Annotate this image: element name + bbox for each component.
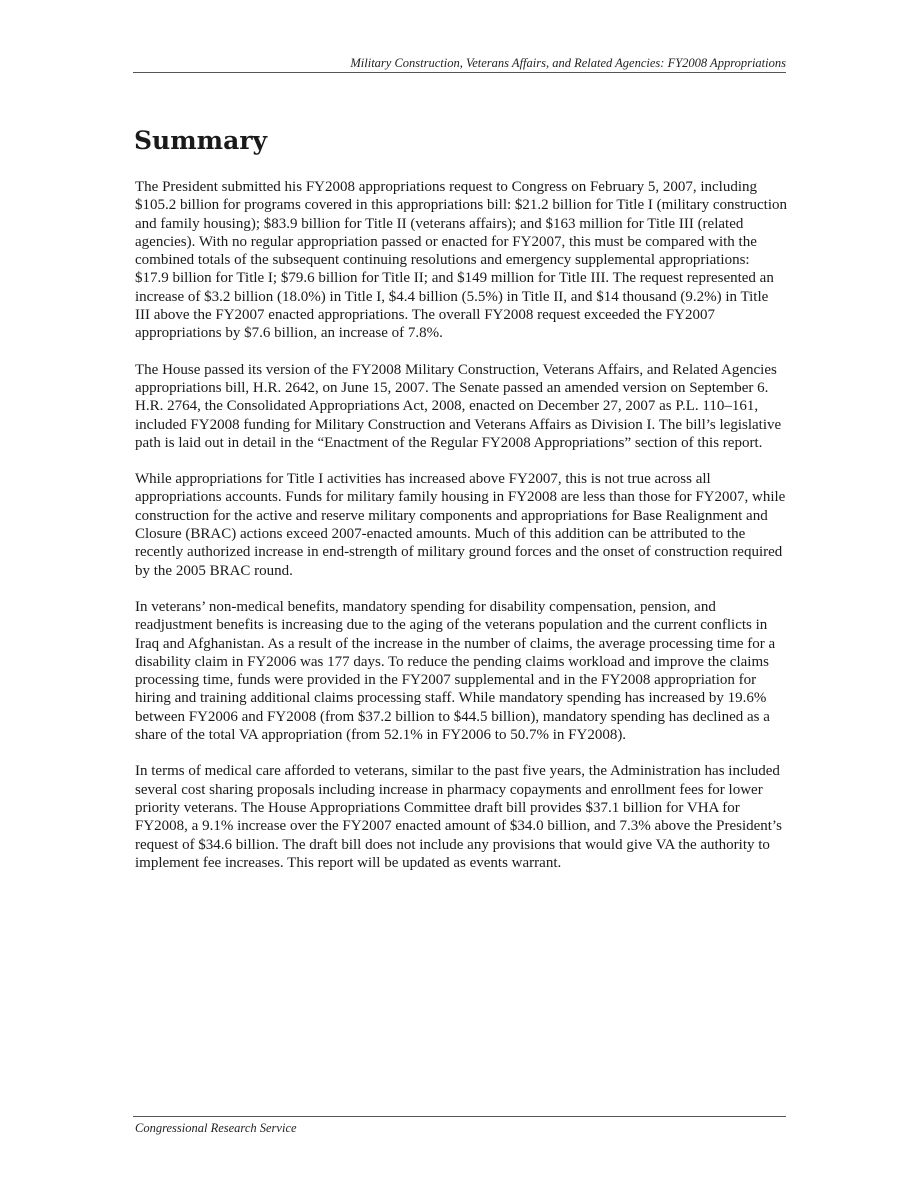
running-header: Military Construction, Veterans Affairs, and Related Agencies: FY2008 Appropriations xyxy=(350,56,786,70)
page-title: Summary xyxy=(134,126,268,155)
summary-paragraph: The House passed its version of the FY2008 Military Construction, Veterans Affairs, and Related Agencies appropriations bill, H.R. 2642, on June 15, 2007. The Senate passed an amended version on September 6. H.R. 2764, the Consolidated Appropriations Act, 2008, enacted on December 27, 2007 as P.L. 110–161, included FY2008 funding for Military Construction and Veterans Affairs as Division I. The bill’s legislative path is laid out in detail in the “Enactment of the Regular FY2008 Appropriations” section of this report. xyxy=(135,361,782,451)
summary-paragraph: While appropriations for Title I activities has increased above FY2007, this is not true across all appropriations accounts. Funds for military family housing in FY2008 are less than those for FY2007, while construction for the active and reserve military components and appropriations for Base Realignment and Closure (BRAC) actions exceed 2007-enacted amounts. Much of this addition can be attributed to the recently authorized increase in end-strength of military ground forces and the onset of construction required by the 2005 BRAC round. xyxy=(135,471,786,579)
summary-paragraph: In veterans’ non-medical benefits, mandatory spending for disability compensation, pension, and readjustment benefits is increasing due to the aging of the veterans population and the current conflicts in Iraq and Afghanistan. As a result of the increase in the number of claims, the average processing time for a disability claim in FY2006 was 177 days. To reduce the pending claims workload and improve the claims processing time, funds were provided in the FY2007 supplemental and in the FY2008 appropriation for hiring and training additional claims processing staff. While mandatory spending has increased by 19.6% between FY2006 and FY2008 (from $37.2 billion to $44.5 billion), mandatory spending has declined as a share of the total VA appropriation (from 52.1% in FY2006 to 50.7% in FY2008). xyxy=(135,598,776,744)
summary-paragraph: In terms of medical care afforded to veterans, similar to the past five years, the Administration has included several cost sharing proposals including increase in pharmacy copayments and enrollment fees for lower priority veterans. The House Appropriations Committee draft bill provides $37.1 billion for VHA for FY2008, a 9.1% increase over the FY2007 enacted amount of $34.0 billion, and 7.3% above the President’s request of $34.6 billion. The draft bill does not include any provisions that would give VA the authority to implement fee increases. This report will be updated as events warrant. xyxy=(135,763,782,871)
header-rule xyxy=(133,72,786,73)
summary-paragraph: The President submitted his FY2008 appropriations request to Congress on February 5, 2007, including $105.2 billion for programs covered in this appropriations bill: $21.2 billion for Title I (military construction and family housing); $83.9 billion for Title II (veterans affairs); and $163 million for Title III (related agencies). With no regular appropriation passed or enacted for FY2007, this must be compared with the combined totals of the subsequent continuing resolutions and emergency supplemental appropriations: $17.9 billion for Title I; $79.6 billion for Title II; and $149 million for Title III. The request represented an increase of $3.2 billion (18.0%) in Title I, $4.4 billion (5.5%) in Title II, and $14 thousand (9.2%) in Title III above the FY2007 enacted appropriations. The overall FY2008 request exceeded the FY2007 appropriations by $7.6 billion, an increase of 7.8%. xyxy=(135,179,788,342)
running-footer: Congressional Research Service xyxy=(135,1121,297,1135)
summary-body xyxy=(135,178,787,890)
footer-rule xyxy=(133,1116,786,1117)
